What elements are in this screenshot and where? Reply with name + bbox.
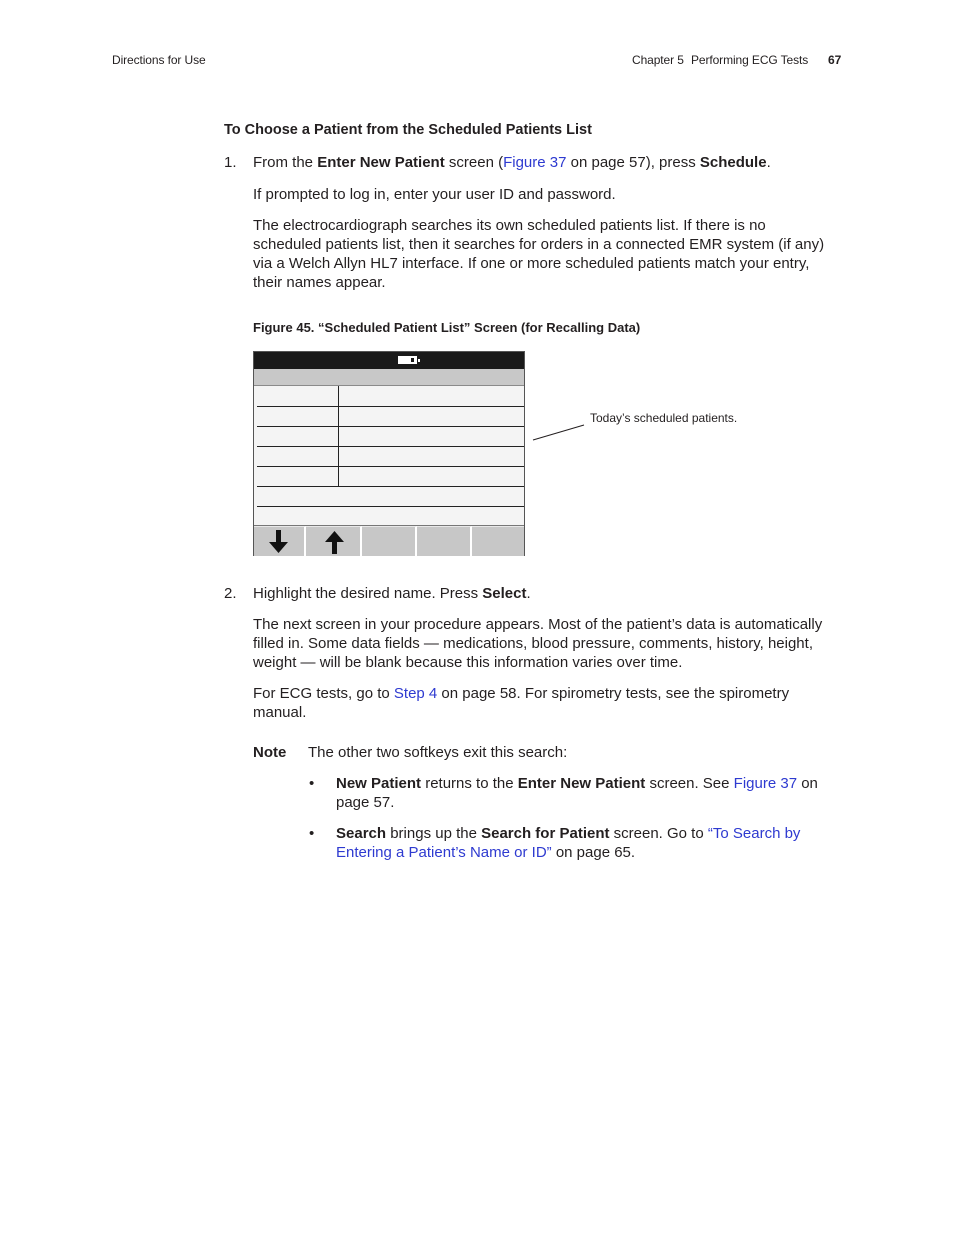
patient-list-row[interactable] [257, 466, 524, 487]
scroll-down-softkey[interactable] [254, 526, 306, 556]
step-1-number: 1. [224, 154, 237, 171]
note-label: Note [253, 744, 287, 761]
patient-list-row[interactable] [257, 446, 524, 467]
bullet-text-part: returns to the [421, 775, 518, 792]
paragraph-line: manual. [253, 704, 307, 721]
step-4-link[interactable]: Step 4 [393, 685, 438, 702]
bullet-text-part: on [797, 775, 818, 792]
search-paragraph [253, 216, 824, 292]
patient-list-row[interactable] [257, 386, 524, 407]
search-for-patient-label: Search for Patient [481, 825, 610, 842]
schedule-label: Schedule [699, 154, 767, 171]
scroll-up-softkey[interactable] [306, 526, 362, 556]
callout-label: Today’s scheduled patients. [590, 411, 738, 425]
patient-list-row[interactable] [257, 486, 524, 507]
scheduled-patient-list-screen [253, 351, 525, 556]
running-header-title: Directions for Use [112, 53, 206, 67]
callout-leader-line [530, 420, 590, 444]
bullet-search [336, 824, 800, 862]
bullet-text-part: on page 65. [551, 844, 636, 861]
softkey-4[interactable] [417, 526, 472, 556]
softkey-bar [254, 525, 524, 556]
figure-caption: Figure 45. “Scheduled Patient List” Screen (for Recalling Data) [253, 320, 641, 335]
step-1-text-part: on page 57), press [566, 154, 700, 171]
bullet-new-patient [336, 774, 818, 812]
paragraph-line: their names appear. [253, 274, 386, 291]
ecg-paragraph [253, 684, 789, 722]
enter-new-patient-label: Enter New Patient [317, 154, 445, 171]
step-1-text-part: screen ( [444, 154, 504, 171]
step-1-text [253, 153, 771, 172]
note-text: The other two softkeys exit this search: [308, 744, 568, 761]
bullet: • [309, 775, 315, 792]
step-2-number: 2. [224, 585, 237, 602]
arrow-down-icon [254, 527, 304, 555]
paragraph-line: weight — will be blank because this information varies over time. [253, 654, 683, 671]
enter-new-patient-label: Enter New Patient [517, 775, 646, 792]
battery-icon [398, 356, 417, 364]
paragraph-line: The next screen in your procedure appears. Most of the patient’s data is automatically [253, 616, 823, 633]
status-bar [254, 352, 524, 369]
paragraph-text-part: on page 58. For spirometry tests, see the spirometry [437, 685, 790, 702]
figure-37-link[interactable]: Figure 37 [503, 154, 567, 171]
new-patient-label: New Patient [336, 775, 422, 792]
bullet-text-part: screen. Go to [609, 825, 708, 842]
paragraph-line: filled in. Some data fields — medications, blood pressure, comments, history, height, [253, 635, 813, 652]
patient-list-row[interactable] [257, 426, 524, 447]
paragraph-text-part: For ECG tests, go to [253, 685, 394, 702]
softkey-3[interactable] [362, 526, 417, 556]
patient-list-row[interactable] [257, 406, 524, 427]
running-header-chapter: Chapter 5 [632, 53, 684, 67]
bullet: • [309, 825, 315, 842]
bullet-text-part: page 57. [336, 794, 395, 811]
step-2-text-part: Highlight the desired name. Press [253, 585, 483, 602]
step-2-text-part: . [526, 585, 531, 602]
softkey-5[interactable] [472, 526, 524, 556]
to-search-by-link[interactable]: Entering a Patient’s Name or ID” [336, 844, 552, 861]
bullet-text-part: brings up the [386, 825, 482, 842]
bullet-text-part: screen. See [645, 775, 734, 792]
next-screen-paragraph [253, 615, 822, 672]
step-1-text-part: From the [253, 154, 318, 171]
page-number: 67 [828, 53, 842, 67]
screen-title-bar [254, 369, 524, 386]
figure-37-link[interactable]: Figure 37 [733, 775, 798, 792]
step-2-text [253, 584, 531, 603]
section-heading: To Choose a Patient from the Scheduled Patients List [224, 122, 592, 138]
search-label: Search [336, 825, 387, 842]
paragraph-line: scheduled patients list, then it searches for orders in a connected EMR system (if any) [253, 236, 825, 253]
paragraph-line: via a Welch Allyn HL7 interface. If one or more scheduled patients match your entry, [253, 255, 810, 272]
login-paragraph: If prompted to log in, enter your user ID and password. [253, 186, 616, 203]
step-1-text-part: . [766, 154, 771, 171]
select-label: Select [482, 585, 527, 602]
to-search-by-link[interactable]: “To Search by [707, 825, 801, 842]
paragraph-line: The electrocardiograph searches its own scheduled patients list. If there is no [253, 217, 766, 234]
arrow-up-icon [306, 527, 360, 555]
running-header-section: Performing ECG Tests [691, 53, 809, 67]
